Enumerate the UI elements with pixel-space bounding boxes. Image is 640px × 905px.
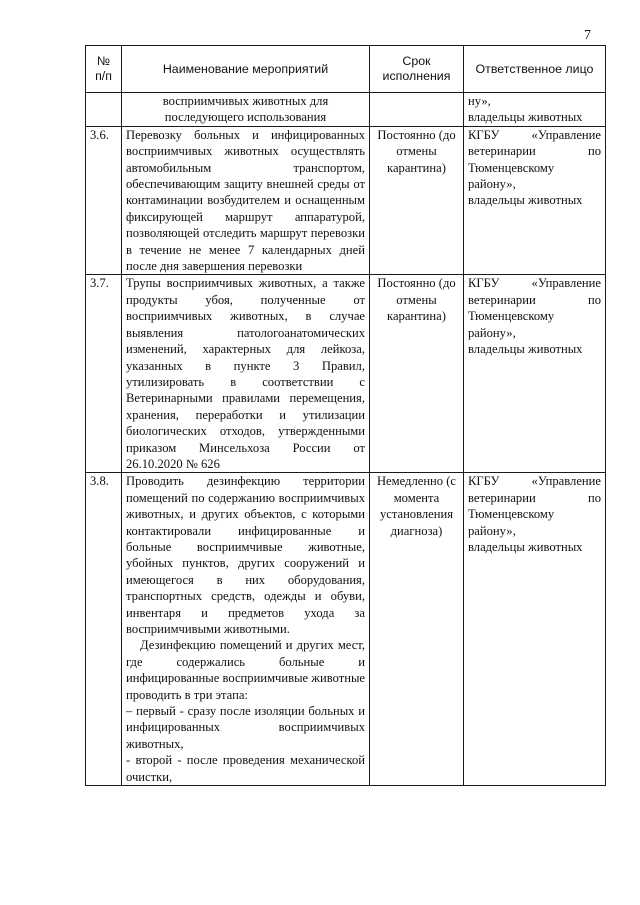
table-row-continuation [86,93,606,127]
measure-name: Трупы восприимчивых животных, а также продукты убоя, полученные от восприимчивых животных, в случае выявления патологоанатомических изменений, характерных для лейкоза, указанных в пункте 3 Правил, утилизировать в соответствии с Ветеринарными правилами перемещения, хранения, переработки и утилизации биологических отходов, утвержденными приказом Минсельхоза России от 26.10.2020 № 626 [122,275,370,473]
header-term-line-1: Срок [402,54,431,68]
measure-name [122,473,370,786]
header-measure-name: Наименование мероприятий [122,46,370,93]
header-number [86,46,122,93]
measure-paragraph: Проводить дезинфекцию территории помещений по содержанию восприимчивых животных, и других объектов, с которыми контактировали инфицированные и больные восприимчивые животные, убойных пунктов, других сооружений и имеющегося в них оборудования, транспортных средств, одежды и обуви, инвентаря и предметов ухода за восприимчивыми животными. [126,474,365,636]
header-term-line-2: исполнения [382,69,451,83]
header-number-line-1: № [96,54,111,68]
table-row [86,126,606,275]
measure-responsible: КГБУ «Управление ветеринарии по Тюменцевскому району», владельцы животных [464,275,606,473]
measure-term: Постоянно (до отмены карантина) [370,275,464,473]
measure-name: Перевозку больных и инфицированных восприимчивых животных осуществлять автомобильным транспортом, обеспечивающим защиту внешней среды от контаминации возбудителем и оснащенным фиксирующей маршрут аппаратурой, позволяющей отследить маршрут перевозки в течение не менее 7 календарных дней после дня завершения перевозки [122,126,370,275]
row-number: 3.7. [86,275,122,473]
header-responsible: Ответственное лицо [464,46,606,93]
continuation-responsible-cell: ну», владельцы животных [464,93,606,127]
measure-responsible: КГБУ «Управление ветеринарии по Тюменцевскому району», владельцы животных [464,126,606,275]
row-number: 3.8. [86,473,122,786]
measure-term: Постоянно (до отмены карантина) [370,126,464,275]
measure-paragraph: Дезинфекцию помещений и других мест, где содержались больные и инфицированные восприимчивые животные проводить в три этапа: [126,638,365,702]
measure-responsible: КГБУ «Управление ветеринарии по Тюменцевскому району», владельцы животных [464,473,606,786]
row-number: 3.6. [86,126,122,275]
measure-list-item: – первый - сразу после изоляции больных и инфицированных восприимчивых животных, [126,704,365,751]
continuation-name-cell: восприимчивых животных для последующего использования [122,93,370,127]
table-row [86,473,606,786]
table-header-row [86,46,606,93]
page-number: 7 [584,28,591,43]
header-term [370,46,464,93]
measure-list-item: - второй - после проведения механической очистки, [126,753,365,784]
table-row [86,275,606,473]
continuation-term-cell [370,93,464,127]
measure-term: Немедленно (с момента установления диагноза) [370,473,464,786]
header-number-line-2: п/п [95,69,112,83]
continuation-number-cell [86,93,122,127]
measures-table [85,45,606,786]
